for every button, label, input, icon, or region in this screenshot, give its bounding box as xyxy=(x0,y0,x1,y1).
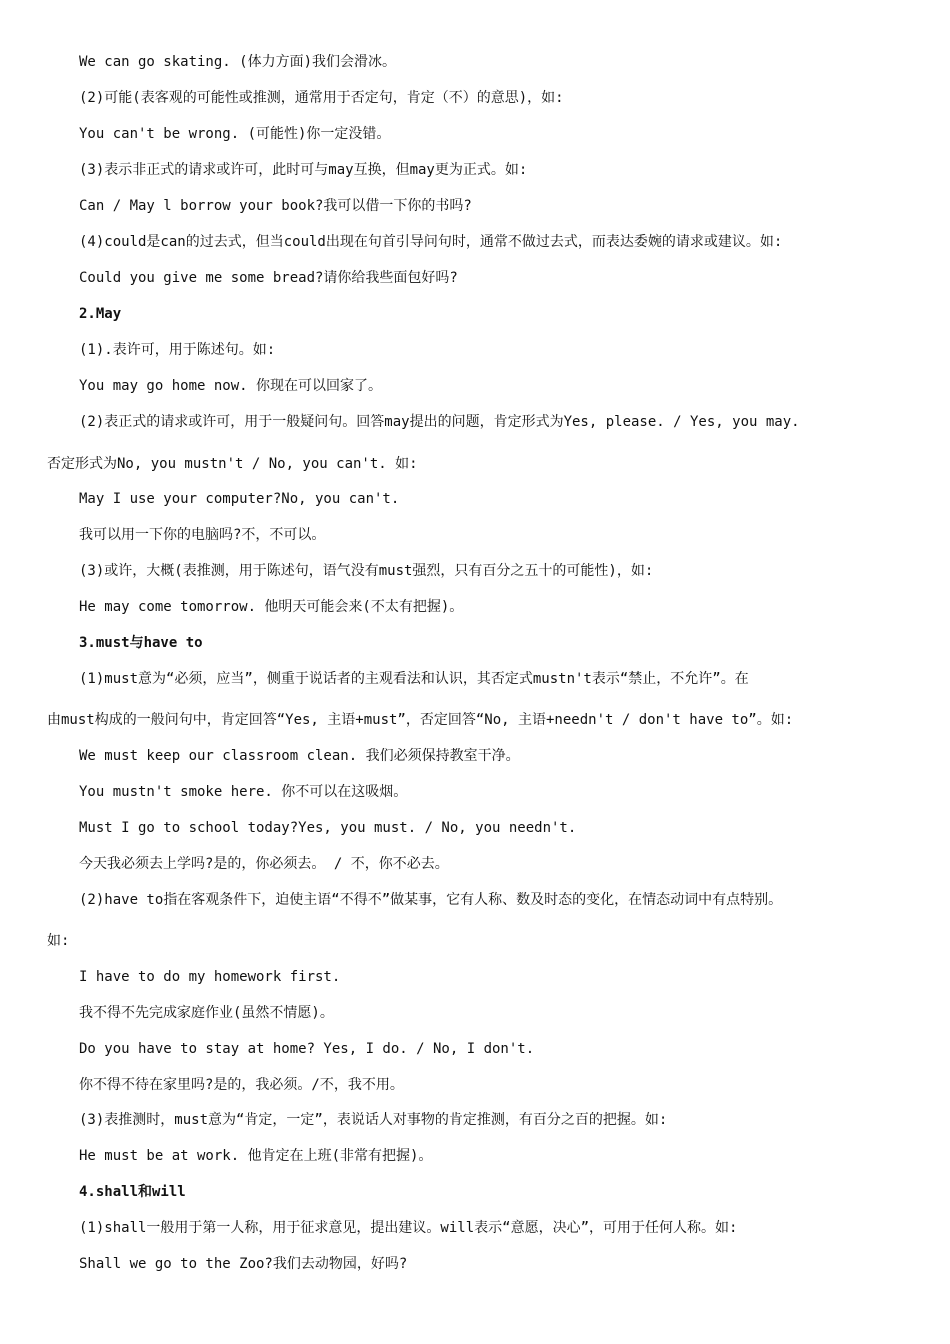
example-give-bread: Could you give me some bread?请你给我些面包好吗? xyxy=(79,270,458,286)
example-go-to-school: Must I go to school today?Yes, you must. / No, you needn't. xyxy=(79,820,577,836)
example-homework-translation: 我不得不先完成家庭作业(虽然不情愿)。 xyxy=(79,1005,334,1021)
rule-may-negative-answer: 否定形式为No, you mustn't / No, you can't. 如: xyxy=(47,456,418,472)
example-stay-at-home: Do you have to stay at home? Yes, I do. / No, I don't. xyxy=(79,1041,535,1057)
rule-have-to-continued: 如: xyxy=(47,933,70,949)
example-go-to-zoo: Shall we go to the Zoo?我们去动物园，好吗? xyxy=(79,1256,408,1272)
example-go-home: You may go home now. 你现在可以回家了。 xyxy=(79,378,383,394)
section-heading-may: 2.May xyxy=(79,306,122,322)
example-borrow-book: Can / May l borrow your book?我可以借一下你的书吗? xyxy=(79,198,472,214)
rule-must-obligation: (1)must意为“必须，应当”，侧重于说话者的主观看法和认识，其否定式mustn't表示“禁止，不允许”。在 xyxy=(79,671,749,687)
example-classroom-clean: We must keep our classroom clean. 我们必须保持教室干净。 xyxy=(79,748,520,764)
section-heading-must-have-to: 3.must与have to xyxy=(79,635,203,651)
rule-can-possibility: (2)可能(表客观的可能性或推测，通常用于否定句，肯定（不）的意思)，如: xyxy=(79,90,564,106)
rule-have-to: (2)have to指在客观条件下，迫使主语“不得不”做某事，它有人称、数及时态的变化，在情态动词中有点特别。 xyxy=(79,892,783,908)
example-stay-at-home-translation: 你不得不待在家里吗?是的，我必须。/不，我不用。 xyxy=(79,1077,404,1093)
rule-could-polite: (4)could是can的过去式，但当could出现在句首引导问句时，通常不做过去式，而表达委婉的请求或建议。如: xyxy=(79,234,783,250)
section-heading-shall-will: 4.shall和will xyxy=(79,1184,186,1200)
rule-may-permission: (1).表许可，用于陈述句。如: xyxy=(79,342,276,358)
example-no-smoking: You mustn't smoke here. 你不可以在这吸烟。 xyxy=(79,784,408,800)
example-come-tomorrow: He may come tomorrow. 他明天可能会来(不太有把握)。 xyxy=(79,599,464,615)
example-use-computer-translation: 我可以用一下你的电脑吗?不，不可以。 xyxy=(79,527,326,543)
example-at-work: He must be at work. 他肯定在上班(非常有把握)。 xyxy=(79,1148,433,1164)
rule-shall-will: (1)shall一般用于第一人称，用于征求意见，提出建议。will表示“意愿，决心”，可用于任何人称。如: xyxy=(79,1220,738,1236)
rule-can-informal-request: (3)表示非正式的请求或许可，此时可与may互换，但may更为正式。如: xyxy=(79,162,528,178)
rule-must-inference: (3)表推测时，must意为“肯定，一定”，表说话人对事物的肯定推测，有百分之百的把握。如: xyxy=(79,1112,668,1128)
example-homework-first: I have to do my homework first. xyxy=(79,969,341,985)
example-go-to-school-translation: 今天我必须去上学吗?是的，你必须去。 / 不，你不必去。 xyxy=(79,856,449,872)
example-skating: We can go skating. (体力方面)我们会滑冰。 xyxy=(79,54,397,70)
rule-must-answers: 由must构成的一般问句中，肯定回答“Yes, 主语+must”，否定回答“No, 主语+needn't / don't have to”。如: xyxy=(47,712,794,728)
example-cant-be-wrong: You can't be wrong. (可能性)你一定没错。 xyxy=(79,126,391,142)
rule-may-formal-request: (2)表正式的请求或许可，用于一般疑问句。回答may提出的问题，肯定形式为Yes, please. / Yes, you may. xyxy=(79,414,800,430)
rule-may-possibility: (3)或许，大概(表推测，用于陈述句，语气没有must强烈，只有百分之五十的可能性)，如: xyxy=(79,563,654,579)
example-use-computer: May I use your computer?No, you can't. xyxy=(79,491,400,507)
